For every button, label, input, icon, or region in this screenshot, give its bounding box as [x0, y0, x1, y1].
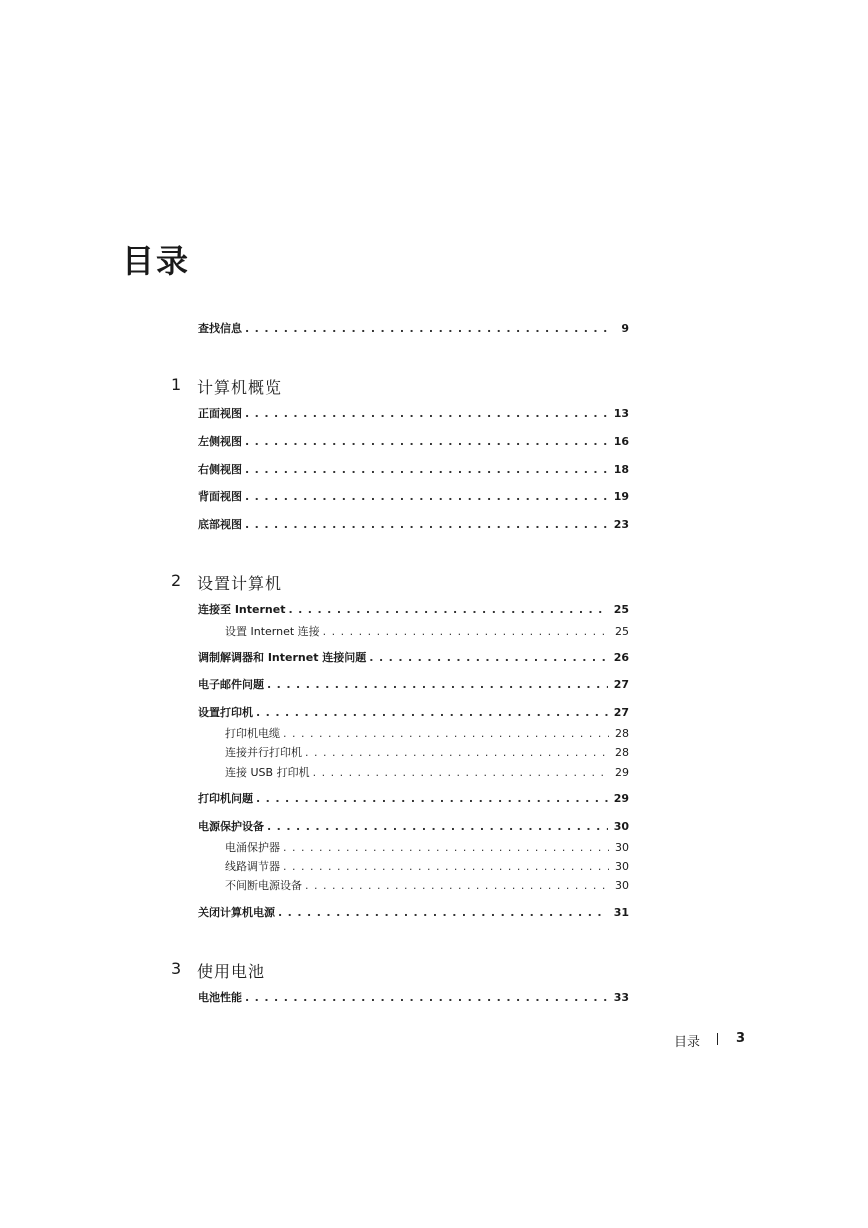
toc-entry[interactable] [198, 435, 629, 449]
toc-subentry[interactable] [225, 727, 629, 741]
toc-entry-page: 26 [613, 651, 629, 664]
dot-leader [267, 678, 608, 692]
dot-leader [278, 906, 608, 920]
chapter-number: 1 [171, 375, 182, 394]
dot-leader [256, 792, 608, 806]
dot-leader [313, 766, 609, 780]
chapter-number: 3 [171, 959, 182, 978]
toc-entry-label: 底部视图 [198, 518, 242, 531]
toc-subentry[interactable] [225, 879, 629, 893]
dot-leader [245, 518, 608, 532]
page-title: 目录 [122, 242, 191, 280]
toc-entry-label: 关闭计算机电源 [198, 906, 275, 919]
dot-leader [256, 706, 608, 720]
dot-leader [283, 841, 609, 855]
toc-entry-label: 不间断电源设备 [225, 879, 302, 892]
dot-leader [245, 407, 608, 421]
toc-entry-page: 30 [615, 879, 629, 892]
footer-divider [717, 1033, 718, 1045]
dot-leader [369, 651, 607, 665]
toc-entry-label: 右侧视图 [198, 463, 242, 476]
toc-entry[interactable] [198, 678, 629, 692]
dot-leader [245, 490, 608, 504]
footer-page-number: 3 [736, 1031, 746, 1046]
toc-subentry[interactable] [225, 766, 629, 780]
chapter-title: 使用电池 [197, 962, 266, 981]
toc-entry-page: 30 [615, 860, 629, 873]
toc-entry-label: 连接并行打印机 [225, 746, 302, 759]
dot-leader [283, 727, 609, 741]
toc-entry-page: 28 [615, 746, 629, 759]
toc-entry-page: 28 [615, 727, 629, 740]
toc-entry-page: 31 [613, 906, 629, 919]
dot-leader [245, 463, 608, 477]
toc-entry-label: 电涌保护器 [225, 841, 280, 854]
dot-leader [283, 860, 609, 874]
toc-entry-page: 19 [613, 490, 629, 503]
chapter-title: 设置计算机 [197, 574, 283, 593]
chapter-title: 计算机概览 [197, 378, 283, 397]
toc-entry-label: 调制解调器和 Internet 连接问题 [198, 651, 367, 664]
toc-entry-page: 30 [615, 841, 629, 854]
toc-entry-page: 23 [613, 518, 629, 531]
dot-leader [267, 820, 608, 834]
dot-leader [245, 322, 613, 336]
toc-entry[interactable] [198, 820, 629, 834]
footer-section-label: 目录 [674, 1035, 701, 1050]
chapter-number: 2 [171, 571, 182, 590]
toc-entry-label: 左侧视图 [198, 435, 242, 448]
toc-entry-page: 25 [613, 603, 629, 616]
toc-entry-page: 29 [615, 766, 629, 779]
toc-entry-page: 27 [613, 678, 629, 691]
toc-entry-label: 电池性能 [198, 991, 242, 1004]
toc-entry-page: 33 [613, 991, 629, 1004]
toc-entry-label: 连接 USB 打印机 [225, 766, 310, 779]
toc-entry[interactable] [198, 651, 629, 665]
toc-entry-label: 正面视图 [198, 407, 242, 420]
toc-entry-label: 连接至 Internet [198, 603, 286, 616]
toc-entry[interactable] [198, 792, 629, 806]
toc-subentry[interactable] [225, 860, 629, 874]
toc-entry-label: 设置 Internet 连接 [225, 625, 320, 638]
toc-entry-label: 背面视图 [198, 490, 242, 503]
toc-subentry[interactable] [225, 746, 629, 760]
toc-entry-page: 27 [613, 706, 629, 719]
dot-leader [288, 603, 607, 617]
toc-entry-page: 16 [613, 435, 629, 448]
toc-entry-page: 29 [613, 792, 629, 805]
toc-entry-label: 设置打印机 [198, 706, 253, 719]
toc-entry[interactable] [198, 518, 629, 532]
toc-entry[interactable] [198, 706, 629, 720]
dot-leader [245, 991, 608, 1005]
toc-entry-page: 18 [613, 463, 629, 476]
toc-entry[interactable] [198, 463, 629, 477]
toc-entry-page: 9 [621, 322, 629, 335]
toc-entry-label: 电子邮件问题 [198, 678, 264, 691]
toc-entry[interactable] [198, 906, 629, 920]
toc-entry[interactable] [198, 490, 629, 504]
toc-entry[interactable] [198, 603, 629, 617]
toc-entry-label: 线路调节器 [225, 860, 280, 873]
toc-entry-label: 打印机电缆 [225, 727, 280, 740]
toc-entry-label: 查找信息 [198, 322, 242, 335]
toc-subentry[interactable] [225, 625, 629, 639]
toc-entry-page: 25 [615, 625, 629, 638]
toc-entry-page: 30 [613, 820, 629, 833]
toc-entry[interactable] [198, 407, 629, 421]
toc-entry-label: 电源保护设备 [198, 820, 264, 833]
toc-entry-label: 打印机问题 [198, 792, 253, 805]
toc-entry[interactable] [198, 991, 629, 1005]
dot-leader [245, 435, 608, 449]
toc-entry-find-info[interactable] [198, 322, 629, 336]
dot-leader [323, 625, 609, 639]
toc-subentry[interactable] [225, 841, 629, 855]
dot-leader [305, 746, 609, 760]
toc-entry-page: 13 [613, 407, 629, 420]
dot-leader [305, 879, 609, 893]
